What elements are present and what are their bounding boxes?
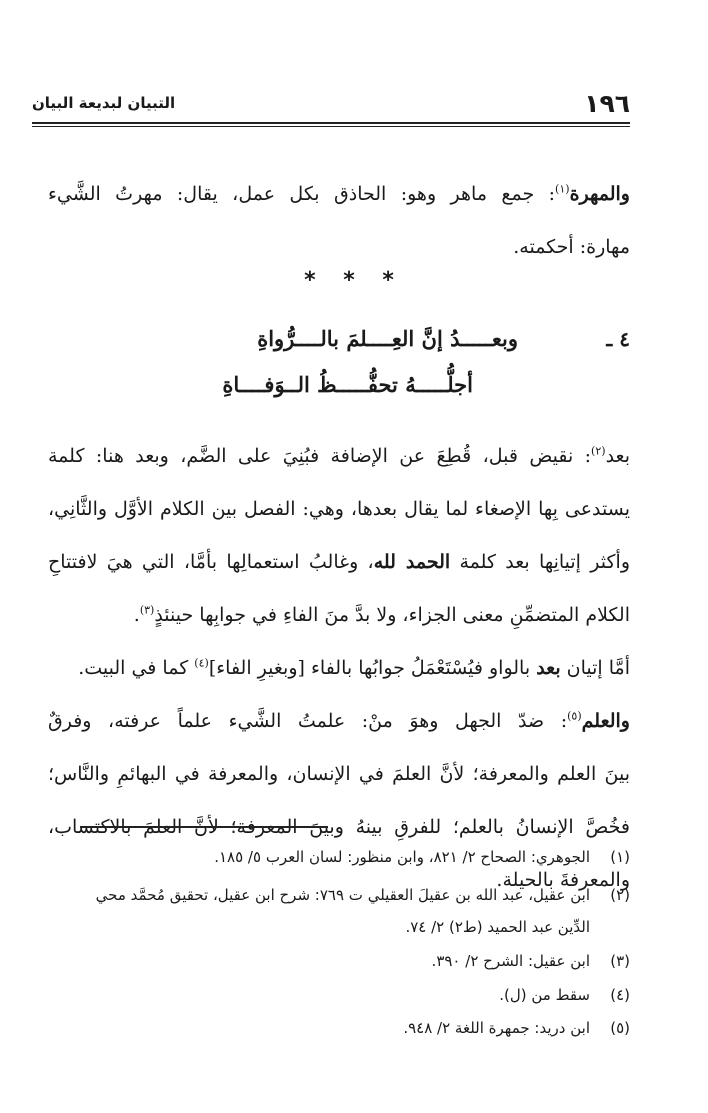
footnote-number: (٥) <box>610 1019 630 1037</box>
footnote-ref[interactable]: (١) <box>555 182 570 196</box>
footnote-text: ابن دريد: جمهرة اللغة ٢/ ٩٤٨. <box>403 1019 590 1037</box>
footnote-number: (٤) <box>610 986 630 1004</box>
footnote-number: (١) <box>610 848 630 866</box>
text-line <box>48 536 630 589</box>
footnote-continuation: الدِّين عبد الحميد (ط٢) ٢/ ٧٤. <box>405 918 590 936</box>
footnote-rule <box>80 826 328 828</box>
footnote-ref[interactable]: (٣) <box>139 603 155 617</box>
entry-text: مهارة: أحكمته. <box>513 236 630 258</box>
footnote-number: (٢) <box>610 886 630 904</box>
footnote-item <box>48 886 630 904</box>
text-line <box>48 695 630 748</box>
verse-hemistich-1: وبعـــــدُ إنَّ العِــــلمَ بالــــرُّواةِ <box>257 326 518 351</box>
verse-number: ٤ ـ <box>606 327 630 351</box>
text-line <box>48 168 630 221</box>
entry-term: والعلم <box>581 710 630 732</box>
bold-word: بعد <box>536 657 561 679</box>
commentary-text: أمَّا إتيان <box>560 657 630 679</box>
commentary-text: الكلام المتضمِّنِ معنى الجزاء، ولا بدَّ منَ الفاءِ في جوابِها حينئذٍ <box>154 604 630 626</box>
footnote-item <box>48 1019 630 1037</box>
commentary-text: يستدعى بِها الإصغاء لما يقال بعدها، وهي: الفصل بين الكلام الأوَّل والثَّانِي، <box>48 498 630 520</box>
commentary-text: : ضدّ الجهل وهوَ منْ: علمتُ الشَّيء علماً عرفته، وفرقٌ <box>48 710 568 732</box>
term: بعد <box>605 445 630 467</box>
text-line <box>48 748 630 801</box>
commentary-text: كما في البيت. <box>78 657 195 679</box>
text-line <box>48 642 630 695</box>
footnote-text: سقط من (ل). <box>499 986 590 1004</box>
entry-term: والمهرة <box>569 183 630 205</box>
footnote-ref[interactable]: (٤) <box>194 656 209 670</box>
footnote-item <box>48 986 630 1004</box>
entry-text: : جمع ماهر وهو: الحاذق بكل عمل، يقال: مهرتُ الشَّيء <box>48 183 556 205</box>
running-title: التبيان لبديعة البيان <box>32 94 176 112</box>
commentary-text: والمعرفةَ بالحيلة. <box>496 869 630 891</box>
footnote-text: الجوهري: الصحاح ٢/ ٨٢١، وابن منظور: لسان العرب ٥/ ١٨٥. <box>214 848 590 866</box>
footnote-text: ابن عقيل، عبد الله بن عقيلَ العقيلي ت ٧٦٩: شرح ابن عقيل، تحقيق مُحمَّد محي <box>95 886 590 904</box>
section-separator: * * * <box>304 268 404 293</box>
commentary <box>48 430 630 907</box>
entry-mahara <box>48 168 630 274</box>
text-line <box>48 483 630 536</box>
footnote-item <box>48 848 630 866</box>
page-header <box>32 88 630 118</box>
commentary-text: ، وغالبُ استعمالِها بأمَّا، التي هيَ لافتتاحِ <box>48 551 374 573</box>
bold-phrase: الحمد لله <box>373 551 451 573</box>
footnote-item <box>48 952 630 970</box>
commentary-text: بينَ العلم والمعرفة؛ لأنَّ العلمَ في الإنسان، والمعرفة في البهائمِ والنَّاس؛ <box>48 763 630 785</box>
commentary-text: فخُصَّ الإنسانُ بالعلم؛ للفرقِ بينهُ وبينَ المعرفة؛ لأنَّ العلمَ بالاكتساب، <box>48 816 630 838</box>
commentary-text: وأكثر إتيانِها بعد كلمة <box>450 551 630 573</box>
header-rule-thin <box>32 126 630 127</box>
footnote-ref[interactable]: (٥) <box>567 709 582 723</box>
footnote-ref[interactable]: (٢) <box>591 444 606 458</box>
text-line <box>48 430 630 483</box>
page-number: ١٩٦ <box>584 88 630 118</box>
footnote-text: ابن عقيل: الشرح ٢/ ٣٩٠. <box>431 952 590 970</box>
header-rule <box>32 122 630 124</box>
commentary-text: : نقيض قبل، قُطِعَ عن الإضافة فبُنِيَ على الضَّم، وبعد هنا: كلمة <box>48 445 592 467</box>
commentary-text: بالواو فيُسْتَعْمَلُ جوابُها بالفاء [وبغيرِ الفاء] <box>208 657 537 679</box>
text-line <box>48 221 630 274</box>
verse-hemistich-2: أجلُّـــــهُ تحفُّـــــظُ الــوَفــــاةِ <box>222 372 473 397</box>
text-line <box>48 589 630 642</box>
footnote-number: (٣) <box>610 952 630 970</box>
commentary-text: . <box>133 604 140 626</box>
